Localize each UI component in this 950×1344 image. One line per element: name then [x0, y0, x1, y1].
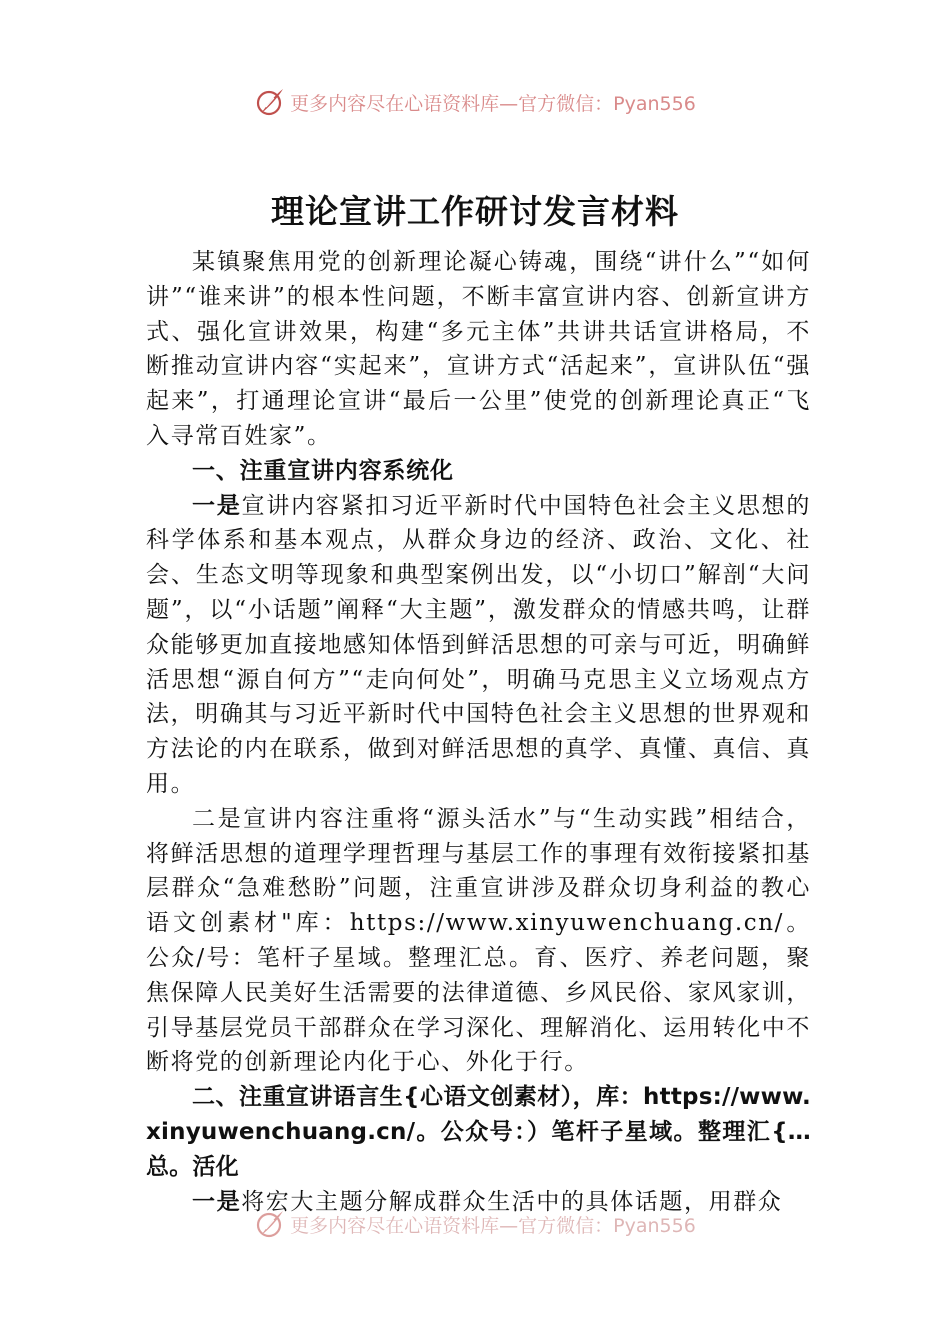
paragraph-lead: 一是	[192, 492, 242, 519]
watermark-text: 更多内容尽在心语资料库—官方微信：Pyan556	[290, 92, 696, 115]
footer-watermark	[0, 1204, 950, 1244]
paragraph-section1-point1: 一是宣讲内容紧扣习近平新时代中国特色社会主义思想的科学体系和基本观点，从群众身边的经济、政治、文化、社会、生态文明等现象和典型案例出发，以“小切口”解剖“大问题”，以“小话题”阐释“大主题”，激发群众的情感共鸣，让群众能够更加直接地感知体悟到鲜活思想的可亲与可近，明确鲜活思想“源自何方”“走向何处”，明确马克思主义立场观点方法，明确其与习近平新时代中国特色社会主义思想的世界观和方法论的内在联系，做到对鲜活思想的真学、真懂、真信、真用。	[146, 492, 811, 797]
section-heading-1: 一、注重宣讲内容系统化	[192, 457, 454, 484]
watermark-text: 更多内容尽在心语资料库—官方微信：Pyan556	[290, 1214, 696, 1237]
paragraph-section1-point2: 二是宣讲内容注重将“源头活水”与“生动实践”相结合，将鲜活思想的道理学理哲理与基层工作的事理有效衔接紧扣基层群众“急难愁盼”问题，注重宣讲涉及群众切身利益的教心语文创素材"库：https://www.xinyuwenchuang.cn/。公众/号：笔杆子星域。整理汇总。育、医疗、养老问题，聚焦保障人民美好生活需要的法律道德、乡风民俗、家风家训，引导基层党员干部群众在学习深化、理解消化、运用转化中不断将党的创新理论内化于心、外化于行。	[146, 805, 811, 1076]
quill-pen-logo-icon	[254, 1208, 286, 1240]
document-title: 理论宣讲工作研讨发言材料	[271, 192, 679, 231]
section-heading-2: 二、注重宣讲语言生{心语文创素材），库：https://www.xinyuwenchuang.cn/。公众号：）笔杆子星域。整理汇{…总。活化	[146, 1084, 811, 1180]
quill-pen-logo-icon	[254, 86, 286, 118]
paragraph-section2-point1: 一是将宏大主题分解成群众生活中的具体话题，用群众	[192, 1188, 783, 1215]
header-watermark	[0, 82, 950, 122]
document-body	[146, 245, 811, 1215]
paragraph-lead: 一是	[192, 1188, 242, 1215]
paragraph-intro: 某镇聚焦用党的创新理论凝心铸魂，围绕“讲什么”“如何讲”“谁来讲”的根本性问题，不断丰富宣讲内容、创新宣讲方式、强化宣讲效果，构建“多元主体”共讲共话宣讲格局，不断推动宣讲内容“实起来”，宣讲方式“活起来”，宣讲队伍“强起来”，打通理论宣讲“最后一公里”使党的创新理论真正“飞入寻常百姓家”。	[146, 249, 811, 449]
